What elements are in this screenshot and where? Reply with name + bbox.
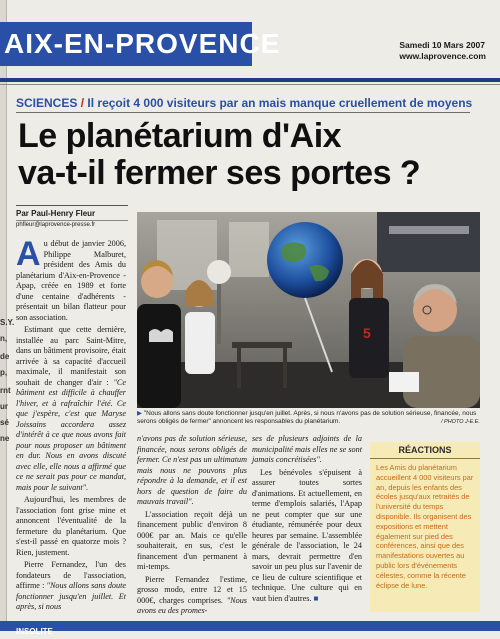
author-name: Par Paul-Henry Fleur — [16, 209, 96, 218]
next-article-label: INSOLITE — [16, 627, 53, 636]
kicker — [16, 96, 472, 110]
paragraph: Aujourd'hui, les membres de l'association font grise mine et annoncent l'éventualité de la fermeture du planétarium. Que s'est-il passé en quatorze mois ? Rien, justement. — [16, 495, 126, 557]
photo-caption — [137, 410, 480, 426]
planetarium-photo-illustration — [137, 212, 480, 408]
quote-text: "Ce bâtiment est difficile à chauffer l'hiver, et à rafraîchir l'été. Ce que j'espère, c'est que Maryse Joissains accordera assez d'intérêt à ce que nous avons fait pour nous proposer un bâtiment en dur. Nous en avons discuté avec elle, elle nous a affirmé que ce ne serait pas pour ce mandat, mais pour le suivant". — [16, 377, 126, 492]
reactions-heading: RÉACTIONS — [370, 442, 480, 459]
headline — [18, 118, 420, 192]
svg-text:5: 5 — [363, 325, 371, 341]
article-photo — [137, 212, 480, 408]
paragraph-text: Les bénévoles s'épuisent à assurer toutes sortes d'animations. Et actuellement, en terme d'emplois salariés, l'Apap ne peut compter que sur une étudiante, rémunérée pour deux heures par semaine. L'assemblée générale de l'association, le 24 mars, devrait permettre d'en savoir un peu plus sur l'avenir de ce lieu de culture scientifique et technique. Une culture qui en vaut bien d'autres. — [252, 467, 362, 603]
paragraph-text: Pierre Fernandez l'estime, grosso modo, entre 12 et 15 000€, charges comprises. — [137, 574, 247, 605]
paragraph: L'association reçoit déjà un financement public d'environ 8 000€ par an. Mais ce qu'elle souhaiterait, en sus, c'est le financement d'un permanent à mi-temps. — [137, 509, 247, 571]
paragraph-text: Pierre Fernandez, l'un des fondateurs de l'association, affirme : — [16, 560, 126, 590]
author-email[interactable]: phfleur@laprovence-presse.fr — [16, 220, 128, 228]
quote-text: "Nous allons sans doute fonctionner jusqu'en juillet. Et après, si nous — [16, 581, 127, 611]
kicker-deck: Il reçoit 4 000 visiteurs par an mais manque cruellement de moyens — [87, 96, 473, 110]
lead-text: u début de janvier 2006, Philippe Malburet, président des Amis du planétarium d'Aix-en-Provence - Apap, créée en 1989 et forte d'une centaine d'adhérents - présentait un bilan flatteur pour son association. — [16, 239, 126, 322]
quote-text: "Nous avons eu des promes- — [137, 595, 247, 615]
paragraph-text: Estimant que cette dernière, installée au parc Saint-Mitre, dans un bâtiment provisoire, était arrivée à sa capacité d'accueil maximale, il manifestait son souhait de changer d'air : — [16, 325, 126, 387]
article-column-3 — [252, 434, 362, 606]
margin-fragment: ur — [0, 402, 8, 411]
paragraph — [252, 468, 362, 605]
margin-fragment: p, — [0, 368, 8, 377]
reactions-box — [370, 442, 480, 612]
quote-continuation: ses de plusieurs adjoints de la municipalité mais elles ne se sont jamais concrétisées". — [252, 434, 362, 464]
quote-continuation: n'avons pas de solution sérieuse, financée, nous serons obligés de fermer. Ce n'est pas un ultimatum mais nous ne pouvons plus répondre à la demande, et il est hors de question de faire du mauvais travail". — [137, 434, 248, 506]
margin-fragment: n, — [0, 334, 8, 343]
lead-paragraph — [16, 235, 126, 323]
adjacent-page-margin — [0, 0, 15, 631]
margin-fragment: de — [0, 352, 10, 361]
section-label: SCIENCES — [16, 96, 78, 110]
masthead-city-banner: AIX-EN-PROVENCE — [0, 22, 252, 66]
header-rule-thin — [0, 84, 500, 85]
margin-fragment: sé — [0, 418, 9, 427]
margin-fragment: ne — [0, 434, 10, 443]
website-link[interactable]: www.laprovence.com — [399, 51, 486, 61]
caption-marker-icon: ▶ — [137, 410, 142, 417]
headline-line-1: Le planétarium d'Aix — [18, 117, 342, 155]
paragraph — [16, 325, 126, 493]
kicker-divider — [16, 112, 470, 113]
paragraph — [137, 575, 247, 617]
paragraph — [16, 560, 126, 613]
next-article-strip — [0, 621, 500, 636]
date-block — [399, 40, 486, 62]
byline — [16, 205, 128, 228]
issue-date: Samedi 10 Mars 2007 — [399, 40, 485, 50]
article-column-1 — [16, 235, 127, 615]
drop-cap: A — [16, 235, 41, 273]
margin-fragment: rnt — [0, 386, 11, 395]
margin-fragment: S.Y. — [0, 318, 15, 327]
headline-line-2: va-t-il fermer ses portes ? — [18, 154, 421, 192]
header-rule — [0, 78, 500, 82]
reactions-body: Les Amis du planétarium accueillent 4 000 visiteurs par an, depuis les enfants des écoles jusqu'aux retraités de l'université du temps disponible. Ils organisent des expositions et mettent également sur pied des conférences, ainsi que des manifestations ouvertes au public lors d'événements célestes, comme la récente éclipse de lune. — [376, 463, 474, 590]
end-mark-icon: ■ — [313, 593, 319, 603]
kicker-separator: / — [80, 96, 85, 110]
photo-credit: / PHOTO J-E.E. — [440, 419, 480, 425]
caption-text: "Nous allons sans doute fonctionner jusqu'en juillet. Après, si nous n'avons pas de solution sérieuse, financée, nous serons obligés de fermer" annoncent les responsables du planétarium. — [137, 410, 477, 425]
article-column-2 — [137, 434, 247, 619]
